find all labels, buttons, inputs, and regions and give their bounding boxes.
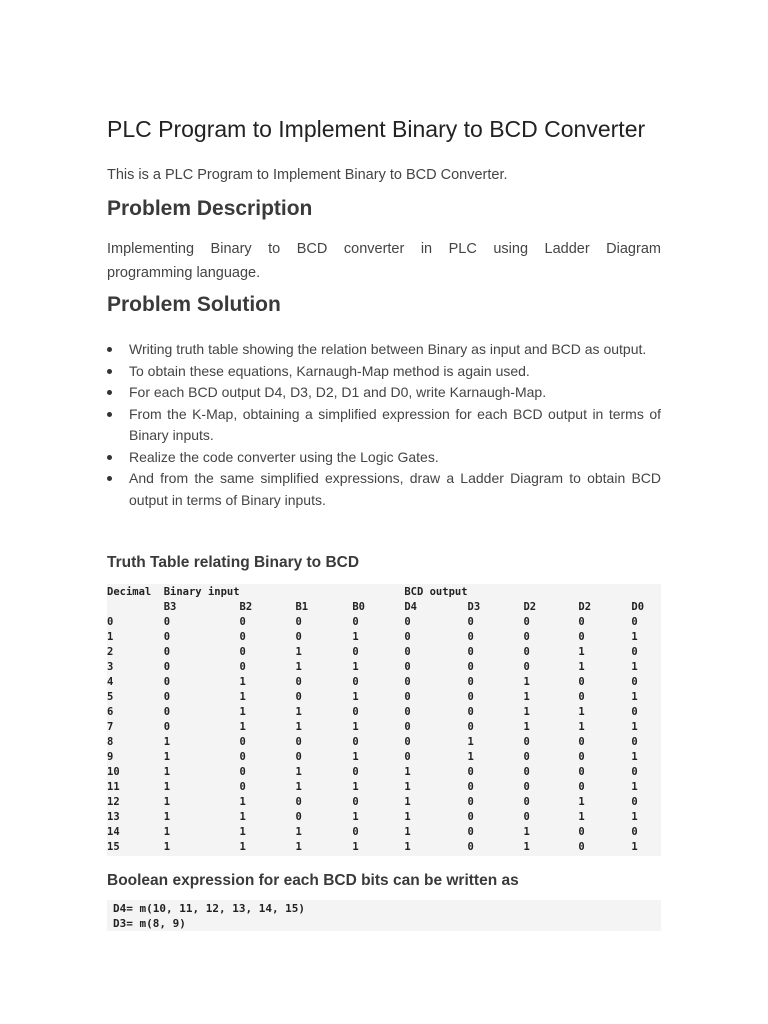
table-cell: 0	[467, 661, 474, 673]
table-cell: 0	[295, 676, 302, 688]
table-cell: 0	[523, 766, 530, 778]
table-cell: 13	[107, 811, 120, 823]
table-row	[107, 840, 661, 855]
table-cell: 0	[467, 646, 474, 658]
problem-description-text	[107, 237, 661, 285]
table-cell	[240, 585, 296, 600]
table-cell: 0	[631, 646, 638, 658]
table-cell: 1	[523, 826, 530, 838]
table-cell: 14	[107, 826, 120, 838]
truth-table-code-block	[107, 584, 661, 856]
table-cell: BCD output	[404, 586, 468, 598]
table-cell: 0	[523, 616, 530, 628]
table-cell: 0	[295, 811, 302, 823]
table-cell: 1	[295, 706, 302, 718]
truth-table-heading: Truth Table relating Binary to BCD	[107, 554, 360, 571]
table-cell: 0	[631, 796, 638, 808]
solution-step	[107, 382, 661, 404]
table-cell: 2	[107, 646, 114, 658]
table-cell: 0	[523, 796, 530, 808]
table-cell: 0	[163, 706, 171, 718]
table-cell: D4	[404, 601, 417, 613]
description-word: converter	[343, 241, 405, 257]
table-cell	[295, 585, 352, 600]
table-cell: 1	[631, 841, 638, 853]
table-cell: 1	[523, 721, 530, 733]
table-cell: 3	[107, 661, 114, 673]
table-cell: 1	[239, 721, 246, 733]
table-cell: 1	[523, 691, 530, 703]
table-cell: 0	[631, 766, 638, 778]
table-cell: 0	[467, 691, 474, 703]
table-cell: 0	[631, 616, 638, 628]
table-cell: 0	[467, 676, 474, 688]
table-cell: 1	[163, 811, 171, 823]
table-cell: 1	[404, 796, 411, 808]
table-cell: 1	[163, 736, 171, 748]
boolean-code-block	[107, 900, 661, 931]
table-cell: 1	[631, 811, 638, 823]
table-cell: 1	[295, 646, 302, 658]
table-cell: 0	[352, 706, 359, 718]
solution-step-text: And from the same simplified expressions, draw a Ladder Diagram to obtain BCD output in terms of Binary inputs.	[129, 470, 661, 508]
description-word: in	[420, 241, 433, 257]
table-cell: 0	[163, 661, 171, 673]
table-header-row	[107, 600, 661, 615]
table-row	[107, 645, 661, 660]
table-cell: 0	[404, 751, 411, 763]
table-cell: 1	[352, 811, 359, 823]
table-cell: 1	[631, 781, 638, 793]
table-cell: 1	[352, 841, 359, 853]
bullet-icon	[107, 390, 112, 395]
table-cell: 0	[352, 766, 359, 778]
table-header-row	[107, 585, 661, 600]
table-cell: 0	[295, 736, 302, 748]
table-cell: D3	[467, 601, 481, 613]
table-cell: 0	[352, 676, 359, 688]
table-cell: 1	[163, 781, 171, 793]
bullet-icon	[107, 369, 112, 374]
table-cell: 0	[523, 811, 530, 823]
table-cell: 0	[631, 736, 638, 748]
table-cell: 1	[523, 841, 530, 853]
bullet-icon	[107, 347, 112, 352]
table-cell: 0	[295, 796, 302, 808]
table-cell: 10	[107, 766, 120, 778]
table-cell: 0	[239, 781, 246, 793]
boolean-expression-heading: Boolean expression for each BCD bits can be written as	[107, 872, 519, 889]
table-cell: 0	[467, 616, 474, 628]
problem-solution-heading: Problem Solution	[107, 293, 281, 316]
table-cell: 1	[352, 661, 359, 673]
table-cell: 1	[404, 826, 411, 838]
table-cell: 1	[578, 796, 585, 808]
table-cell: 1	[239, 841, 246, 853]
solution-step-text: For each BCD output D4, D3, D2, D1 and D0, write Karnaugh-Map.	[129, 384, 547, 400]
description-word: Binary	[210, 241, 252, 257]
table-cell: 1	[352, 631, 359, 643]
table-cell: 0	[467, 781, 474, 793]
table-cell	[352, 585, 404, 600]
table-cell: 1	[163, 751, 171, 763]
table-cell: B1	[295, 601, 309, 613]
table-cell: 0	[107, 616, 114, 628]
table-cell: Decimal	[107, 586, 152, 598]
table-cell	[468, 585, 524, 600]
table-row	[107, 705, 661, 720]
table-cell: 1	[163, 841, 171, 853]
table-cell: 0	[295, 691, 302, 703]
description-word: Ladder	[544, 241, 590, 257]
table-cell: 0	[404, 706, 411, 718]
table-cell: 1	[295, 781, 302, 793]
table-cell: 7	[107, 721, 114, 733]
table-cell: 1	[631, 751, 638, 763]
table-cell: 0	[467, 721, 474, 733]
table-cell: 15	[107, 841, 120, 853]
solution-step-text: From the K-Map, obtaining a simplified expression for each BCD output in terms of Binary inputs.	[129, 405, 661, 443]
table-cell: 0	[163, 616, 171, 628]
table-cell: 0	[163, 631, 171, 643]
table-cell: 1	[404, 841, 411, 853]
table-cell: 0	[523, 646, 530, 658]
table-cell: 1	[295, 721, 302, 733]
table-row	[107, 675, 661, 690]
table-cell: B3	[163, 601, 177, 613]
table-cell: 0	[631, 826, 638, 838]
table-cell: 0	[631, 706, 638, 718]
table-cell: 0	[404, 721, 411, 733]
table-cell: 0	[295, 616, 302, 628]
table-cell: 0	[404, 736, 411, 748]
table-cell: 1	[239, 796, 246, 808]
table-cell: 0	[523, 736, 530, 748]
table-cell: 1	[352, 691, 359, 703]
description-word: Diagram	[606, 241, 661, 257]
problem-description-line-2: programming language.	[107, 265, 261, 281]
table-cell: 1	[239, 826, 246, 838]
table-cell: 11	[107, 781, 120, 793]
solution-step	[107, 361, 661, 383]
table-cell: 1	[295, 766, 302, 778]
table-cell: 0	[467, 796, 474, 808]
table-cell: 6	[107, 706, 114, 718]
table-row	[107, 630, 661, 645]
table-cell: 4	[107, 676, 114, 688]
table-cell: 1	[404, 766, 411, 778]
table-cell: 0	[295, 751, 302, 763]
table-cell: 0	[523, 751, 530, 763]
table-cell: 9	[107, 751, 114, 763]
table-cell: 8	[107, 736, 114, 748]
table-cell: 0	[578, 841, 585, 853]
table-cell: 0	[578, 676, 585, 688]
table-cell: 1	[467, 736, 474, 748]
table-cell: 0	[404, 661, 411, 673]
table-cell: 0	[578, 736, 585, 748]
description-word: BCD	[296, 241, 328, 257]
table-cell: 0	[239, 646, 246, 658]
intro-text: This is a PLC Program to Implement Binary to BCD Converter.	[107, 167, 508, 183]
table-cell: 0	[239, 661, 246, 673]
bullet-icon	[107, 476, 112, 481]
description-word: to	[268, 241, 281, 257]
table-cell: 0	[163, 721, 171, 733]
table-cell: 0	[404, 676, 411, 688]
table-cell: 1	[239, 691, 246, 703]
table-cell: 0	[404, 631, 411, 643]
table-cell: 1	[163, 796, 171, 808]
table-cell: 0	[239, 616, 246, 628]
table-cell: 0	[352, 646, 359, 658]
table-cell: 0	[404, 691, 411, 703]
table-cell: 0	[404, 616, 411, 628]
table-row	[107, 660, 661, 675]
table-cell: 1	[352, 721, 359, 733]
solution-step-text: To obtain these equations, Karnaugh-Map method is again used.	[129, 362, 530, 379]
table-cell: 0	[239, 631, 246, 643]
table-cell: 1	[631, 691, 638, 703]
table-cell: 0	[523, 631, 530, 643]
table-cell: 1	[631, 661, 638, 673]
table-row	[107, 720, 661, 735]
table-row	[107, 795, 661, 810]
table-row	[107, 765, 661, 780]
table-cell: 1	[163, 766, 171, 778]
table-cell: 1	[352, 751, 359, 763]
page-title: PLC Program to Implement Binary to BCD Converter	[107, 116, 646, 142]
bullet-icon	[107, 412, 112, 417]
table-cell: 0	[404, 646, 411, 658]
table-cell: 0	[352, 826, 359, 838]
solution-step-text: Realize the code converter using the Logic Gates.	[129, 448, 439, 465]
table-cell: 0	[578, 751, 585, 763]
table-cell: 0	[467, 706, 474, 718]
description-word: Implementing	[107, 241, 195, 257]
table-cell: 1	[467, 751, 474, 763]
table-cell: D0	[631, 601, 645, 613]
table-cell: 0	[578, 826, 585, 838]
table-cell: 0	[239, 766, 246, 778]
table-cell: 1	[295, 661, 302, 673]
table-cell: 1	[295, 826, 302, 838]
table-cell: 0	[578, 766, 585, 778]
table-cell: B0	[352, 601, 365, 613]
table-cell: Binary input	[163, 586, 240, 598]
solution-step	[107, 339, 661, 361]
table-cell: 0	[467, 811, 474, 823]
table-cell: 0	[578, 691, 585, 703]
table-cell	[631, 585, 661, 600]
problem-description-line-1	[107, 237, 661, 261]
table-cell: 0	[467, 631, 474, 643]
table-cell: 0	[352, 736, 359, 748]
table-cell: 0	[578, 616, 585, 628]
solution-step-text: Writing truth table showing the relation between Binary as input and BCD as output.	[129, 341, 647, 357]
table-cell: 1	[631, 721, 638, 733]
table-row	[107, 810, 661, 825]
solution-step	[107, 447, 661, 469]
code-line: D3= m(8, 9)	[113, 917, 186, 930]
table-cell: 1	[578, 721, 585, 733]
table-cell	[523, 585, 578, 600]
table-cell: 1	[352, 781, 359, 793]
truth-table	[107, 585, 661, 855]
table-row	[107, 735, 661, 750]
table-cell: 1	[239, 676, 246, 688]
table-row	[107, 825, 661, 840]
table-cell: 1	[578, 811, 585, 823]
table-cell: 1	[523, 706, 530, 718]
table-cell: 0	[352, 616, 359, 628]
table-row	[107, 690, 661, 705]
table-cell: 1	[239, 706, 246, 718]
table-row	[107, 615, 661, 630]
problem-description-heading: Problem Description	[107, 197, 313, 220]
description-word: PLC	[448, 241, 477, 257]
table-cell: 0	[352, 796, 359, 808]
table-cell: 1	[578, 661, 585, 673]
table-cell: 0	[239, 751, 246, 763]
table-cell	[578, 585, 631, 600]
solution-steps-list	[107, 339, 661, 511]
table-cell: 0	[163, 676, 171, 688]
table-cell: 0	[239, 736, 246, 748]
table-cell: B2	[239, 601, 253, 613]
table-cell: 0	[163, 691, 171, 703]
table-cell: 1	[239, 811, 246, 823]
code-line: D4= m(10, 11, 12, 13, 14, 15)	[113, 902, 306, 915]
table-cell: 1	[107, 631, 114, 643]
table-cell: 1	[404, 781, 411, 793]
table-cell: 0	[163, 646, 171, 658]
solution-step	[107, 404, 661, 447]
table-cell: 1	[631, 631, 638, 643]
table-cell: 0	[467, 826, 474, 838]
table-cell: 1	[578, 646, 585, 658]
table-cell: 0	[631, 676, 638, 688]
table-cell: 0	[578, 781, 585, 793]
table-cell: 12	[107, 796, 120, 808]
table-cell: 0	[467, 841, 474, 853]
table-cell: D2	[523, 601, 537, 613]
description-word: using	[493, 241, 529, 257]
table-cell: 1	[404, 811, 411, 823]
table-cell: 1	[295, 841, 302, 853]
table-cell: 1	[523, 676, 530, 688]
table-cell: 1	[578, 706, 585, 718]
table-cell: 0	[467, 766, 474, 778]
table-cell: 0	[578, 631, 585, 643]
table-cell: 0	[295, 631, 302, 643]
table-row	[107, 750, 661, 765]
table-cell: 5	[107, 691, 114, 703]
solution-step	[107, 468, 661, 511]
table-row	[107, 780, 661, 795]
table-cell	[107, 600, 164, 615]
table-cell: D2	[578, 601, 592, 613]
table-cell: 0	[523, 661, 530, 673]
bullet-icon	[107, 455, 112, 460]
table-cell: 1	[163, 826, 171, 838]
table-cell: 0	[523, 781, 530, 793]
